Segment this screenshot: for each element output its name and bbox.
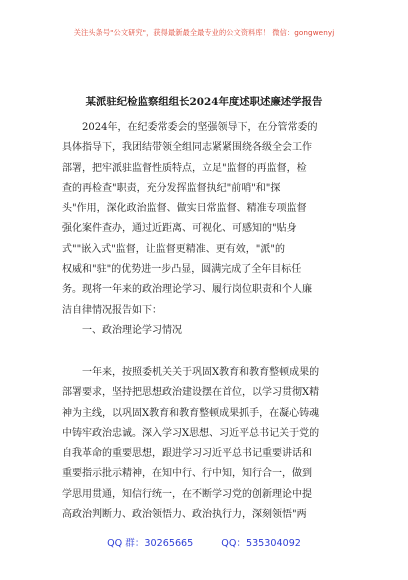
text-line: 部署要求，坚持把思想政治建设摆在首位，以学习贯彻X精 [62, 387, 320, 399]
text-line: 学思用贯通，知信行统一，在不断学习党的创新理论中提 [62, 488, 312, 500]
qq-group-number: QQ 群：30265665 [107, 538, 194, 549]
text-line: 具体指导下，我团结带领全组同志紧紧围绕各级全会工作 [62, 142, 312, 154]
paragraph-study [62, 363, 354, 525]
text-line: 中铸牢政治忠诚。深入学习X思想、习近平总书记关于党的 [62, 427, 320, 439]
text-line: 高政治判断力、政治领悟力、政治执行力，深刻领悟"两 [62, 509, 307, 521]
text-line: 头"作用，深化政治监督、做实日常监督、精准专项监督 [62, 203, 307, 215]
text-line: 重要指示批示精神，在知中行、行中知，知行合一，做到 [62, 468, 312, 480]
text-line: 查的再检查"职责，充分发挥监督执纪"前哨"和"探 [62, 182, 281, 194]
text-line: 强化案件查办，通过近距离、可视化、可感知的"贴身 [62, 223, 297, 235]
document-title: 某派驻纪检监察组组长2024年度述职述廉述学报告 [85, 96, 323, 108]
text-line: 洁自律情况报告如下： [62, 304, 162, 316]
promo-banner: 关注头条号"公文研究"，获得最新最全最专业的公文资料库！ 微信：gongwenyj [73, 28, 335, 37]
qq-contact-number: QQ：535304092 [221, 538, 301, 549]
contact-footer [0, 535, 408, 549]
text-line: 权威和"驻"的优势进一步凸显，圆满完成了全年目标任 [62, 264, 302, 276]
text-line: 神为主线，以巩固X教育和教育整顿成果抓手，在凝心铸魂 [62, 407, 320, 419]
text-line: 务。现将一年来的政治理论学习、履行岗位职责和个人廉 [62, 284, 312, 296]
text-line: 自我革命的重要思想，跟进学习习近平总书记重要讲话和 [62, 448, 312, 460]
paragraph-intro [62, 118, 354, 341]
text-line: 2024年，在纪委常委会的坚强领导下，在分管常委的 [62, 122, 318, 133]
section-heading: 一、政治理论学习情况 [62, 324, 182, 336]
text-line: 式""嵌入式"监督，让监督更精准、更有效，"派"的 [62, 243, 285, 255]
text-line: 部署，把牢派驻监督性质特点，立足"监督的再监督，检 [62, 162, 307, 174]
text-line: 一年来，按照委机关关于巩固X教育和教育整顿成果的 [62, 367, 320, 378]
